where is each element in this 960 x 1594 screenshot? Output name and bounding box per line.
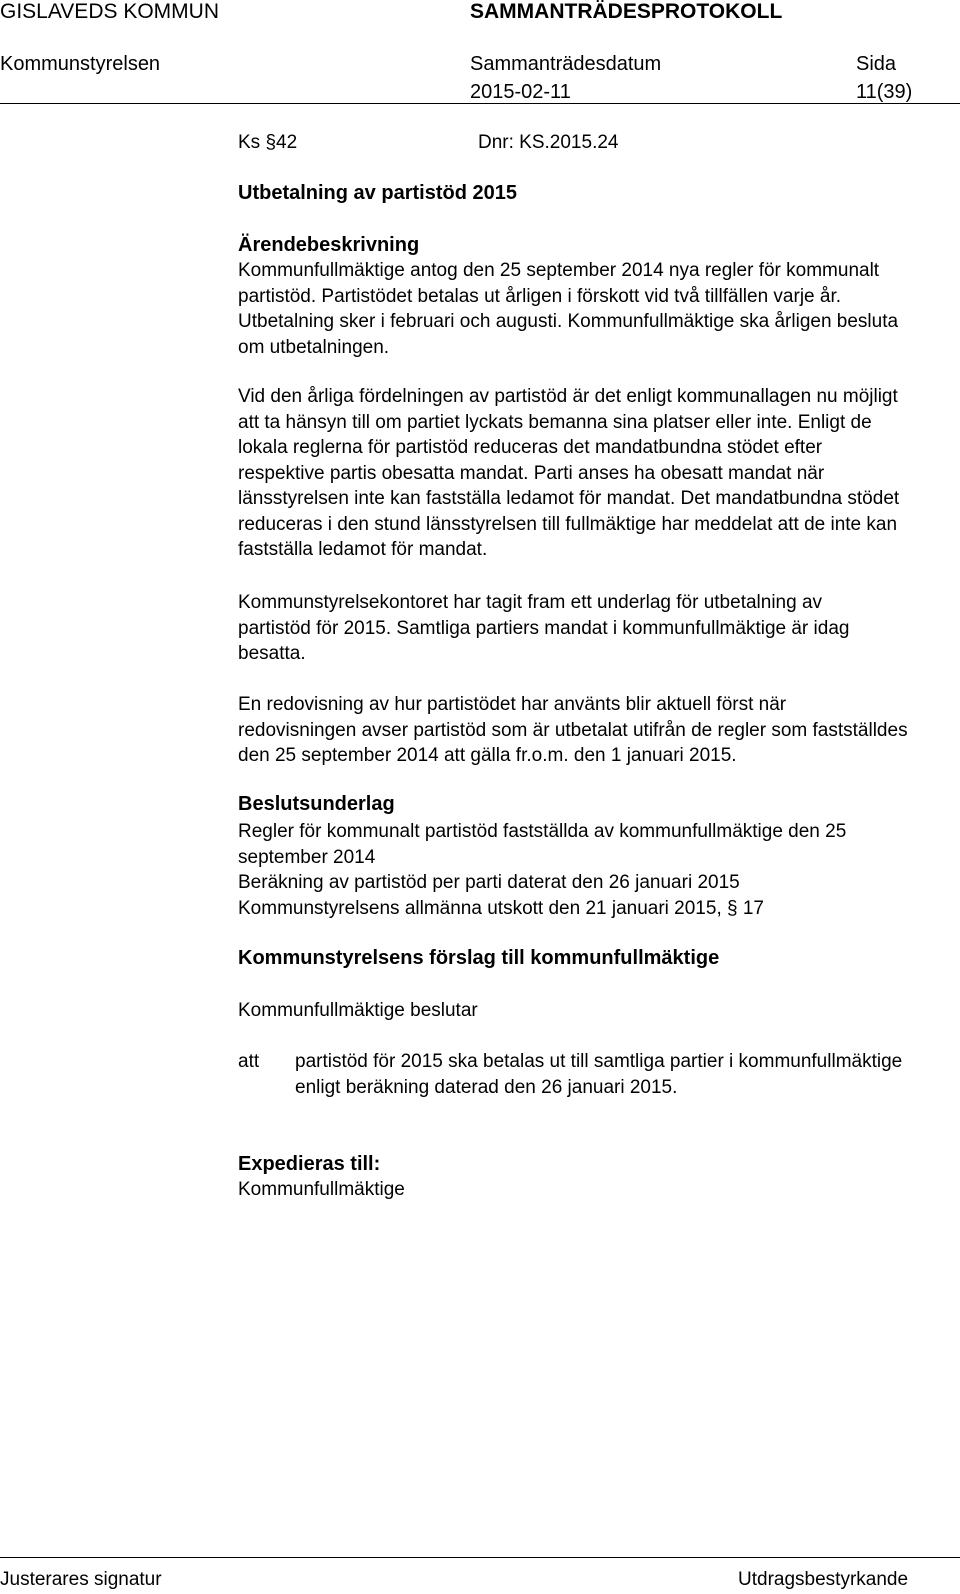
- proposal-intro: Kommunfullmäktige beslutar: [238, 1000, 478, 1021]
- att-clause: [238, 1049, 950, 1101]
- municipality-name: GISLAVEDS KOMMUN: [0, 0, 219, 23]
- text-line: Kommunstyrelsens allmänna utskott den 21 januari 2015, § 17: [238, 897, 764, 919]
- footer-certification-label: Utdragsbestyrkande: [738, 1569, 909, 1590]
- case-number: Ks §42: [238, 132, 298, 153]
- footer-signature-label: Justerares signatur: [0, 1569, 162, 1590]
- section-heading-proposal: Kommunstyrelsens förslag till kommunfullmäktige: [238, 947, 720, 969]
- text-line: om utbetalningen.: [238, 336, 390, 358]
- text-line: Kommunfullmäktige antog den 25 september 2014 nya regler för kommunalt: [238, 260, 880, 281]
- dispatch-heading: Expedieras till:: [238, 1153, 381, 1175]
- description-paragraph-2: [238, 384, 950, 563]
- text-line: länsstyrelsen inte kan fastställa ledamot för mandat. Det mandatbundna stödet: [238, 488, 900, 509]
- text-line: Beräkning av partistöd per parti daterat den 26 januari 2015: [238, 872, 740, 893]
- text-line: partistöd. Partistödet betalas ut årligen i förskott vid två tillfällen varje år.: [238, 285, 842, 307]
- header-divider: [0, 103, 960, 104]
- text-line: att ta hänsyn till om partiet lyckats bemanna sina platser eller inte. Enligt de: [238, 411, 872, 433]
- text-line: respektive partis obesatta mandat. Parti anses ha obesatt mandat när: [238, 462, 825, 484]
- text-line: Kommunstyrelsekontoret har tagit fram ett underlag för utbetalning av: [238, 592, 823, 613]
- att-text: [295, 1049, 955, 1100]
- description-paragraph-1: [238, 258, 950, 360]
- text-line: partistöd för 2015. Samtliga partiers mandat i kommunfullmäktige är idag: [238, 617, 850, 639]
- meeting-date: 2015-02-11: [470, 81, 571, 103]
- page-label: Sida: [856, 53, 897, 75]
- committee-name: Kommunstyrelsen: [0, 53, 161, 75]
- text-line: september 2014: [238, 846, 376, 868]
- text-line: En redovisning av hur partistödet har använts blir aktuell först när: [238, 694, 787, 715]
- text-line: Vid den årliga fördelningen av partistöd är det enligt kommunallagen nu möjligt: [238, 386, 898, 407]
- text-line: Utbetalning sker i februari och augusti. Kommunfullmäktige ska årligen besluta: [238, 311, 899, 332]
- text-line: besatta.: [238, 643, 306, 664]
- description-paragraph-4: [238, 692, 950, 769]
- case-dnr: Dnr: KS.2015.24: [478, 132, 619, 153]
- text-line: den 25 september 2014 att gälla fr.o.m. den 1 januari 2015.: [238, 745, 737, 766]
- text-line: reduceras i den stund länsstyrelsen till fullmäktige har meddelat att de inte kan: [238, 513, 898, 535]
- basis-list: [238, 819, 950, 921]
- document-type: SAMMANTRÄDESPROTOKOLL: [470, 0, 783, 23]
- footer-divider: [0, 1557, 960, 1558]
- dispatch-recipient: Kommunfullmäktige: [238, 1179, 405, 1200]
- att-label: att: [238, 1051, 260, 1072]
- section-heading-description: Ärendebeskrivning: [238, 234, 420, 256]
- text-line: Regler för kommunalt partistöd fastställda av kommunfullmäktige den 25: [238, 821, 847, 842]
- text-line: lokala reglerna för partistöd reduceras det mandatbundna stödet efter: [238, 437, 823, 458]
- case-title: Utbetalning av partistöd 2015: [238, 182, 517, 204]
- page-number: 11(39): [856, 81, 913, 103]
- text-line: fastställa ledamot för mandat.: [238, 539, 488, 560]
- section-heading-basis: Beslutsunderlag: [238, 793, 395, 815]
- meeting-date-label: Sammanträdesdatum: [470, 53, 662, 75]
- text-line: partistöd för 2015 ska betalas ut till samtliga partier i kommunfullmäktige: [295, 1051, 903, 1072]
- description-paragraph-3: [238, 590, 950, 667]
- text-line: enligt beräkning daterad den 26 januari 2015.: [295, 1076, 678, 1098]
- text-line: redovisningen avser partistöd som är utbetalat utifrån de regler som fastställdes: [238, 719, 908, 741]
